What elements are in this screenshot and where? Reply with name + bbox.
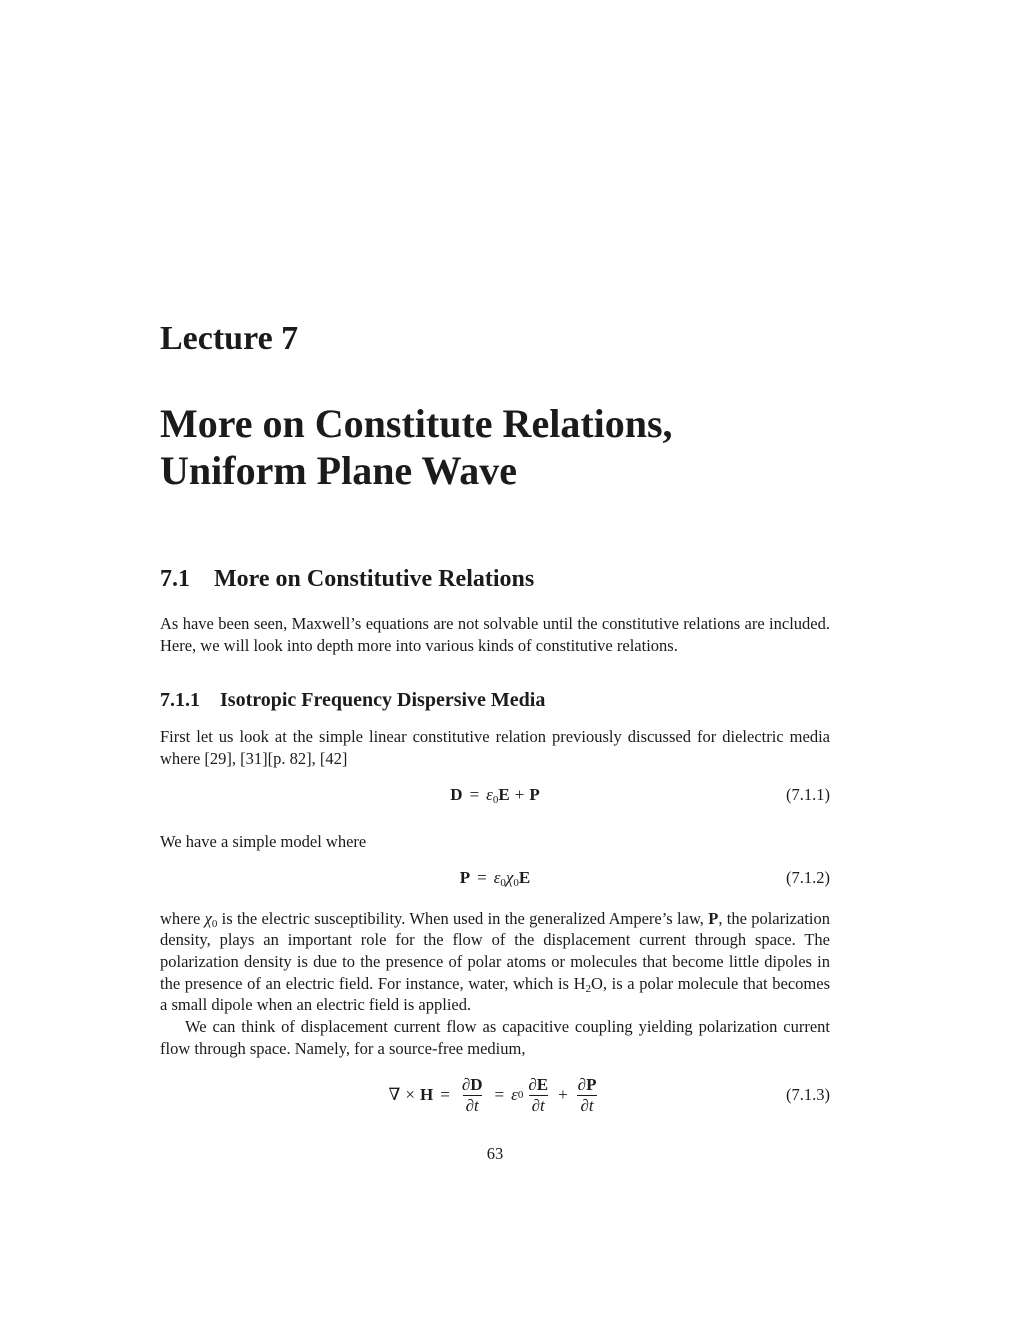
math-vector-E: E — [518, 867, 531, 887]
math-vector-P: P — [586, 1074, 597, 1094]
chapter-title-line2: Uniform Plane Wave — [160, 448, 518, 493]
chapter-title — [160, 400, 830, 494]
subsection-number: 7.1.1 — [160, 689, 200, 712]
paragraph-text: where — [160, 908, 205, 928]
equation-7-1-2 — [160, 866, 830, 890]
math-denominator: ∂t — [529, 1095, 548, 1116]
equation-7-1-1 — [160, 783, 830, 807]
math-vector-D: D — [450, 784, 463, 804]
math-plus: + — [558, 1085, 568, 1105]
equation-7-1-3: ∇ × H = $\frac{\partial D}{\partial t}$ = ε 0 $\frac{\partial E}{\partial t}$ + $\frac{\partial P}{\partial t}$ (7.1.3) — [388, 1074, 830, 1115]
paragraph-text: , the polarization density, plays an important role for the flow of the displacement current through space. The polarization density is due to the presence of polar atoms or molecules that become little dipoles in the presence of an electric field. For instance, water, which is H — [160, 908, 830, 993]
section-title: More on Constitutive Relations — [214, 566, 535, 592]
section-number: 7.1 — [160, 566, 190, 592]
math-partial: ∂ — [528, 1074, 537, 1094]
section-heading — [160, 565, 830, 593]
equation-tag: (7.1.1) — [786, 784, 830, 804]
page-number: 63 — [486, 1144, 504, 1164]
paragraph-text: is the electric susceptibility. When used in the generalized Ampere’s law, — [217, 908, 709, 928]
subsection-heading — [160, 688, 830, 712]
subsection-title: Isotropic Frequency Dispersive Media — [220, 689, 546, 712]
text-column — [160, 0, 830, 1165]
math-epsilon: ε — [493, 867, 501, 887]
susceptibility-paragraph — [160, 908, 830, 1017]
math-cross: × — [405, 1085, 415, 1105]
section-paragraph: As have been seen, Maxwell’s equations are not solvable until the constitutive relations are included. Here, we will look into depth more into various kinds of constitutive relations. — [160, 614, 830, 655]
math-vector-E: E — [536, 1074, 549, 1094]
math-equals: = — [440, 1085, 450, 1105]
math-epsilon-subscript: 0 — [492, 793, 499, 806]
math-chi: χ — [505, 867, 514, 887]
math-epsilon: ε — [511, 1085, 518, 1105]
chapter-label: Lecture 7 — [160, 320, 299, 357]
math-chi-subscript: 0 — [513, 876, 519, 889]
math-denominator: ∂t — [463, 1095, 482, 1116]
math-nabla: ∇ — [388, 1085, 401, 1105]
equation-tag: (7.1.2) — [786, 867, 830, 887]
subsection-paragraph: First let us look at the simple linear constitutive relation previously discussed for dielectric media where [29], [31][p. 82], [42] — [160, 727, 830, 769]
fraction-dD-dt — [459, 1075, 486, 1116]
fraction-dE-dt — [525, 1075, 551, 1116]
chapter-title-line1: More on Constitute Relations, — [160, 401, 673, 446]
paragraph-text: O, is a polar molecule that becomes a small dipole when an electric field is applied. — [160, 973, 831, 1015]
math-denominator: ∂t — [577, 1095, 596, 1116]
math-vector-D: D — [470, 1074, 483, 1094]
fraction-dP-dt — [575, 1075, 600, 1116]
math-partial: ∂ — [461, 1074, 471, 1094]
math-vector-P: P — [459, 867, 471, 887]
displacement-paragraph: We can think of displacement current flow as capacitive coupling yielding polarization current flow through space. Namely, for a source-free medium, — [160, 1017, 830, 1058]
math-vector-P: P — [529, 784, 540, 804]
math-epsilon: ε — [486, 784, 493, 804]
water-subscript: 2 — [585, 982, 591, 995]
model-line: We have a simple model where — [160, 831, 367, 851]
math-vector-E: E — [498, 784, 510, 804]
math-vector-P: P — [708, 908, 719, 928]
math-equals: = — [494, 1085, 505, 1105]
math-plus: + — [514, 784, 525, 804]
math-chi-subscript: 0 — [211, 917, 218, 930]
math-vector-H: H — [420, 1085, 434, 1105]
math-chi: χ — [204, 908, 212, 928]
math-equals: = — [477, 867, 487, 887]
math-partial: ∂ — [577, 1074, 587, 1094]
math-equals: = — [469, 784, 480, 804]
equation-tag: (7.1.3) — [786, 1085, 830, 1105]
math-epsilon-subscript: 0 — [500, 876, 506, 889]
